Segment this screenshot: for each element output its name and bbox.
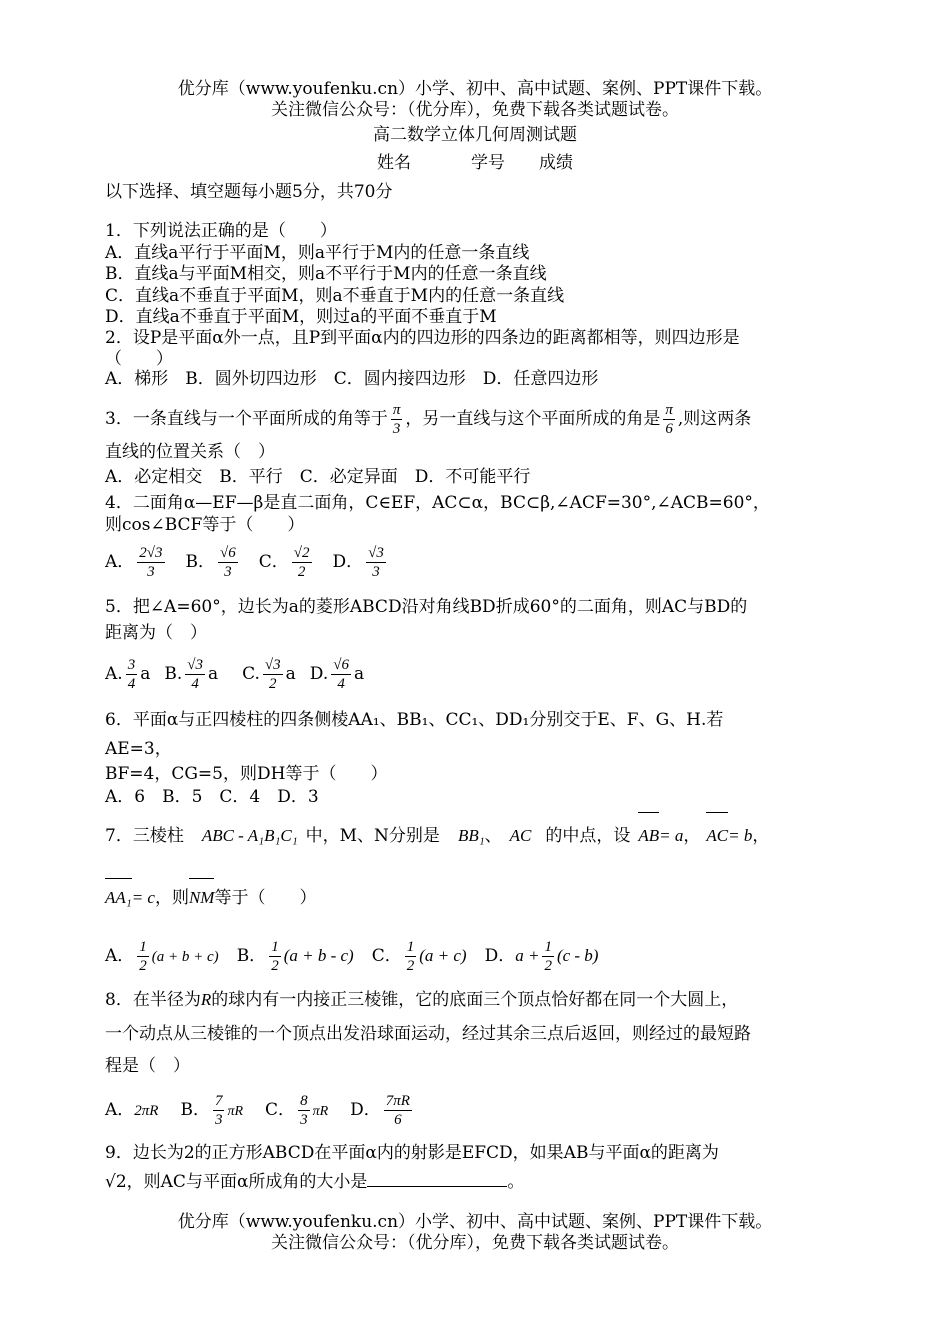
intro: 以下选择、填空题每小题5分，共70分 xyxy=(105,182,393,202)
q4-stem-2: 则cos∠BCF等于（ ） xyxy=(105,515,305,535)
q6-stem-1: 6．平面α与正四棱柱的四条侧棱AA₁、BB₁、CC₁、DD₁分别交于E、F、G、H.若 xyxy=(105,710,724,730)
q6-stem-3: BF=4，CG=5，则DH等于（ ） xyxy=(105,764,388,784)
q1-stem: 1．下列说法正确的是（ ） xyxy=(105,221,337,241)
q8-radius: R xyxy=(200,990,212,1009)
name-row xyxy=(0,152,950,174)
q5-option-c-frac: $\frac{√3}{2}$ xyxy=(264,657,281,692)
q5-option-d-frac: $\frac{√6}{4}$ xyxy=(333,657,349,692)
q7-prism: ABC - A₁B₁C₁ xyxy=(201,826,298,845)
q4-option-c-frac: $\frac{√2}{2}$ xyxy=(293,545,310,580)
q4-option-b-frac: $\frac{√6}{3}$ xyxy=(220,545,236,580)
q7-stem-2: AA₁= c，则NM等于（ ） xyxy=(105,876,316,916)
q8-line-3: 程是（ ） xyxy=(105,1056,190,1076)
q8-line-2: 一个动点从三棱锥的一个顶点出发沿球面运动，经过其余三点后返回，则经过的最短路 xyxy=(105,1024,751,1044)
q3-text-2: ，另一直线与这个平面所成的角是 xyxy=(405,409,661,429)
q3-frac-2: $\frac{\pi}{6}$ xyxy=(665,402,673,437)
q6-stem-2: AE=3， xyxy=(105,739,172,759)
q4-option-a-frac: $\frac{2√3}{3}$ xyxy=(139,545,163,580)
q9-sqrt2: √2 xyxy=(105,1172,127,1192)
q8-option-b-frac: $\frac{7}{3}$ xyxy=(214,1093,223,1128)
q5-stem-2: 距离为（ ） xyxy=(105,623,207,643)
q2-stem-1: 2．设P是平面α外一点，且P到平面α内的四边形的四条边的距离都相等，则四边形是 xyxy=(105,328,740,348)
header-line-1: 优分库（www.youfenku.cn）小学、初中、高中试题、案例、PPT课件下载。 xyxy=(177,79,773,99)
q3-text-3: ,则这两条 xyxy=(677,409,752,429)
q8-option-c-frac: $\frac{8}{3}$ xyxy=(300,1093,308,1128)
q5-stem-1: 5．把∠A=60°，边长为a的菱形ABCD沿对角线BD折成60°的二面角，则AC与BD的 xyxy=(105,597,748,617)
q7-option-d-half: $\frac{1}{2}$ xyxy=(544,939,552,974)
q8-option-d-frac: $\frac{7\pi R}{6}$ xyxy=(385,1093,410,1128)
q7-option-a-half: $\frac{1}{2}$ xyxy=(139,939,147,974)
q7-options: A． $\frac{1}{2}$ (a + b + c) B． $\frac{1}{2}$ (a + b - c) C． $\frac{1}{2}$ (a + c) D．a + $\frac{1}{2}$ (c - b) xyxy=(105,939,599,974)
q6-options: A．6 B．5 C．4 D．3 xyxy=(105,787,319,807)
score-label: 成绩 xyxy=(539,153,573,173)
q5-options: A. $\frac{3}{4}$ a B. $\frac{√3}{4}$ a C. $\frac{√3}{2}$ a D. $\frac{√6}{4}$ a xyxy=(105,657,365,692)
q4-stem-1: 4．二面角α—EF—β是直二面角，C∈EF，AC⊂α，BC⊂β,∠ACF=30°,∠ACB=60°， xyxy=(105,493,770,513)
q5-option-a-frac: $\frac{3}{4}$ xyxy=(127,657,136,692)
q7-option-b-half: $\frac{1}{2}$ xyxy=(271,939,279,974)
q9-line-1: 9．边长为2的正方形ABCD在平面α内的射影是EFCD，如果AB与平面α的距离为 xyxy=(105,1143,719,1163)
q1-option-c: C．直线a不垂直于平面M，则a不垂直于M内的任意一条直线 xyxy=(105,286,565,306)
q2-stem-2: （ ） xyxy=(105,349,173,369)
q1-option-a: A．直线a平行于平面M，则a平行于M内的任意一条直线 xyxy=(105,243,530,263)
q7-stem-1: 7．三棱柱 ABC - A₁B₁C₁ 中，M、N分别是 BB₁、 AC 的中点，设 AB= a， AC= b， xyxy=(105,810,769,858)
q9-line-2: √2，则AC与平面α所成角的大小是 。 xyxy=(105,1172,525,1192)
q7-ac: AC xyxy=(509,826,532,845)
q7-vector-nm: NM xyxy=(189,876,215,916)
q3-frac-1: $\frac{\pi}{3}$ xyxy=(392,402,401,437)
id-label: 学号 xyxy=(471,153,505,173)
q7-vector-ab: AB xyxy=(638,810,659,858)
q7-bb1: BB₁ xyxy=(457,826,485,845)
q7-option-c-half: $\frac{1}{2}$ xyxy=(406,939,415,974)
footer-line-2: 关注微信公众号：（优分库），免费下载各类试题试卷。 xyxy=(271,1233,679,1253)
q7-vector-ac: AC xyxy=(706,810,728,858)
q1-option-d: D．直线a不垂直于平面M，则过a的平面不垂直于M xyxy=(105,307,497,327)
q2-options: A．梯形 B．圆外切四边形 C．圆内接四边形 D．任意四边形 xyxy=(105,369,599,389)
q4-options: A． $\frac{2√3}{3}$ B． $\frac{√6}{3}$ C． $\frac{√2}{2}$ D． $\frac{√3}{3}$ xyxy=(105,545,384,580)
q3-options: A．必定相交 B．平行 C．必定异面 D．不可能平行 xyxy=(105,467,531,487)
footer-line-1: 优分库（www.youfenku.cn）小学、初中、高中试题、案例、PPT课件下载。 xyxy=(177,1212,773,1232)
header-line-2: 关注微信公众号：（优分库），免费下载各类试题试卷。 xyxy=(271,100,679,120)
q9-answer-blank[interactable] xyxy=(367,1172,507,1187)
q8-options: A．2πR B． $\frac{7}{3}$ πR C． $\frac{8}{3}$ πR D． $\frac{7\pi R}{6}$ xyxy=(105,1093,410,1128)
q7-vector-aa1: AA₁ xyxy=(105,876,132,916)
q3-stem-2: 直线的位置关系（ ） xyxy=(105,442,275,462)
q4-option-d-frac: $\frac{√3}{3}$ xyxy=(368,545,384,580)
name-label: 姓名 xyxy=(377,153,411,173)
q8-line-1: 8．在半径为R的球内有一内接正三棱锥，它的底面三个顶点恰好都在同一个大圆上， xyxy=(105,990,739,1010)
q8-option-a-value: 2πR xyxy=(134,1103,159,1119)
q1-option-b: B．直线a与平面M相交，则a不平行于M内的任意一条直线 xyxy=(105,264,547,284)
q5-option-b-frac: $\frac{√3}{4}$ xyxy=(187,657,203,692)
q3-text-1: 3．一条直线与一个平面所成的角等于 xyxy=(105,409,388,429)
q3-stem-1 xyxy=(105,397,751,441)
page-title: 高二数学立体几何周测试题 xyxy=(373,125,577,145)
